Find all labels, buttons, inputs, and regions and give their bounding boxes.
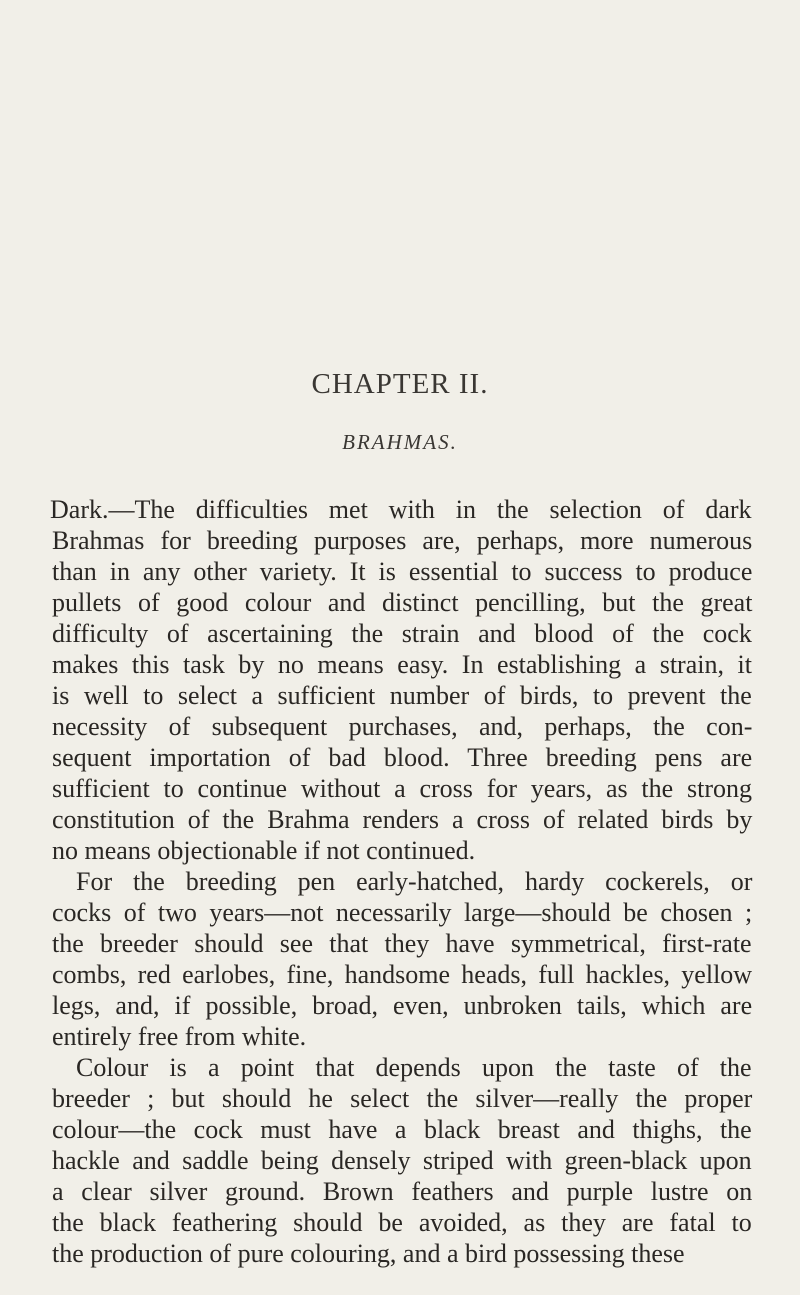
text-line-24: the black feathering should be avoided, as they are fatal to [52,1208,752,1237]
text-line-15: the breeder should see that they have symmetrical, first-rate [52,929,752,958]
text-line-4: pullets of good colour and distinct pencilling, but the great [52,588,753,617]
text-line-6: makes this task by no means easy. In establishing a strain, it [52,650,752,679]
text-line-20: breeder ; but should he select the silver—really the proper [52,1084,753,1113]
text-line-8: necessity of subsequent purchases, and, perhaps, the con- [52,712,753,741]
text-line-13: For the breeding pen early-hatched, hardy cockerels, or [76,867,753,896]
text-line-22: hackle and saddle being densely striped with green-black upon [52,1146,752,1175]
text-line-14: cocks of two years—not necessarily large—should be chosen ; [52,898,753,927]
text-line-1: Dark.—The difficulties met with in the selection of dark [50,495,752,524]
text-line-9: sequent importation of bad blood. Three breeding pens are [52,743,753,772]
text-line-7: is well to select a sufficient number of birds, to prevent the [52,681,752,710]
text-line-3: than in any other variety. It is essential to success to produce [52,557,753,586]
section-title: BRAHMAS. [342,430,458,454]
text-line-19: Colour is a point that depends upon the taste of the [76,1053,752,1082]
text-line-25: the production of pure colouring, and a bird possessing these [52,1239,685,1268]
text-line-12: no means objectionable if not continued. [52,836,476,865]
text-line-17: legs, and, if possible, broad, even, unbroken tails, which are [52,991,753,1020]
text-line-11: constitution of the Brahma renders a cross of related birds by [52,805,753,834]
text-line-16: combs, red earlobes, fine, handsome heads, full hackles, yellow [52,960,753,989]
text-line-21: colour—the cock must have a black breast and thighs, the [52,1115,752,1144]
text-line-5: difficulty of ascertaining the strain and blood of the cock [52,619,752,648]
chapter-heading: CHAPTER II. [311,368,489,400]
text-line-18: entirely free from white. [52,1022,307,1051]
text-line-23: a clear silver ground. Brown feathers and purple lustre on [52,1177,753,1206]
text-line-2: Brahmas for breeding purposes are, perhaps, more numerous [52,526,753,555]
text-line-10: sufficient to continue without a cross for years, as the strong [52,774,752,803]
